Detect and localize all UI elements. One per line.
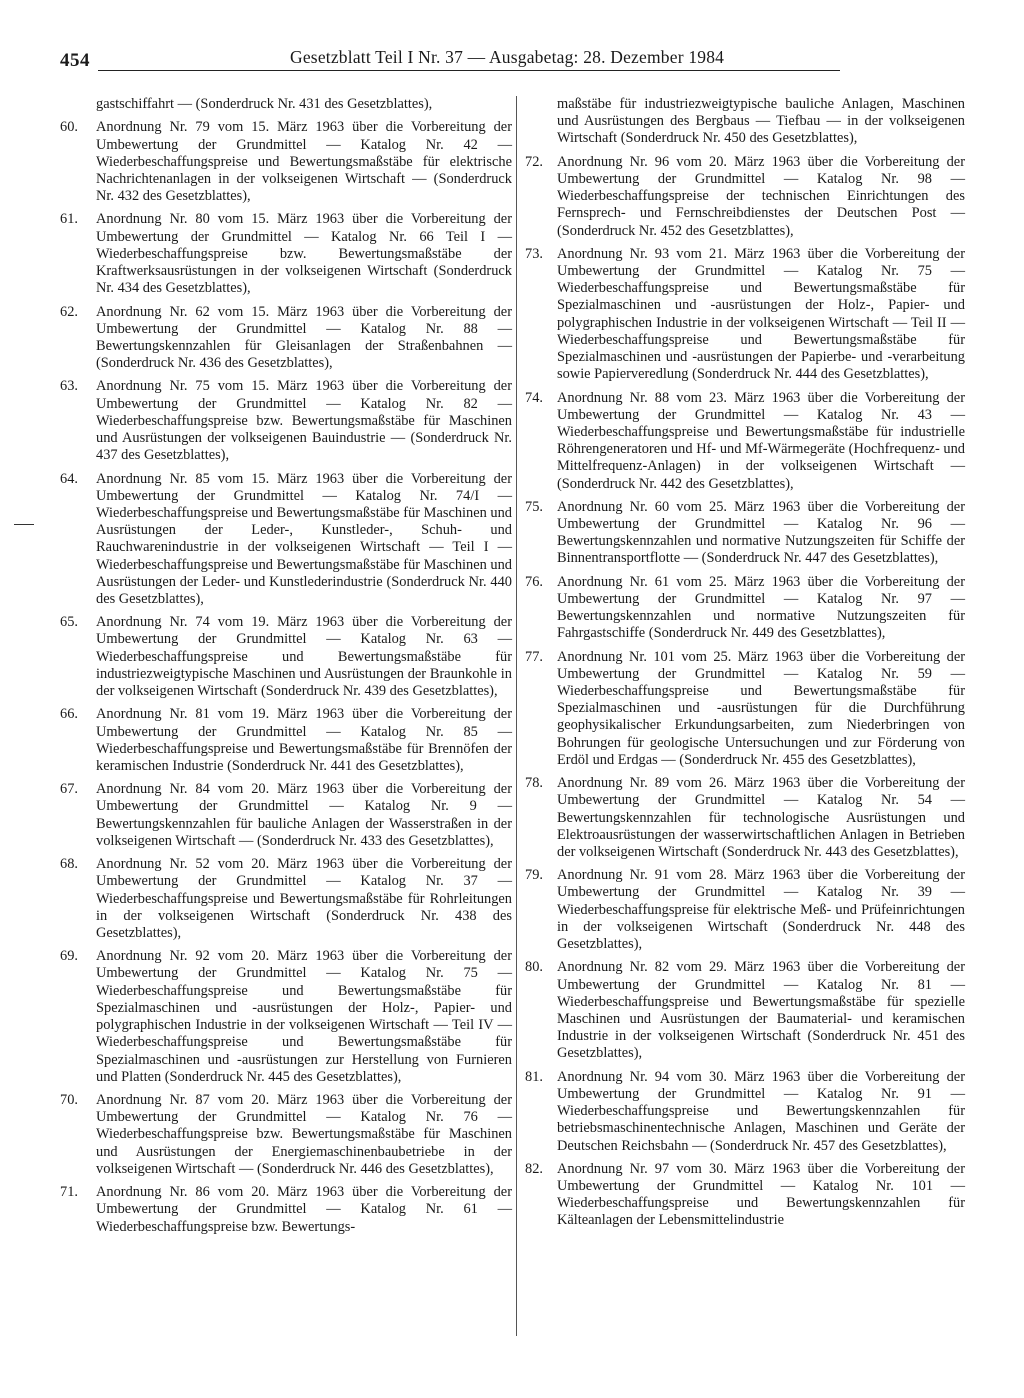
entry-number: 68.: [60, 856, 78, 873]
list-item: [60, 948, 512, 1086]
entry-text: Anordnung Nr. 97 vom 30. März 1963 über die Vorbereitung der Umbewertung der Grundmittel — Katalog Nr. 101 — Wiederbeschaffungspreise und Bewertungskennzahlen für Kälteanlagen der Lebensmittelindustrie: [557, 1160, 965, 1229]
entry-text: Anordnung Nr. 61 vom 25. März 1963 über die Vorbereitung der Umbewertung der Grundmittel — Katalog Nr. 97 — Bewertungskennzahlen und normative Nutzungszeiten für Fahrgastschiffe (Sonderdruck Nr. 449 des Gesetzblattes),: [557, 573, 965, 642]
entry-text: Anordnung Nr. 52 vom 20. März 1963 über die Vorbereitung der Umbewertung der Grundmittel — Katalog Nr. 37 — Wiederbeschaffungspreise und Bewertungsmaßstäbe für Rohrleitungen in der volkseigenen Wirtschaft (Sonderdruck Nr. 438 des Gesetzblattes),: [96, 856, 512, 941]
list-item: [525, 867, 965, 953]
margin-mark: [14, 524, 34, 525]
entry-text: Anordnung Nr. 88 vom 23. März 1963 über die Vorbereitung der Umbewertung der Grundmittel — Katalog Nr. 43 — Wiederbeschaffungspreise und Bewertungsmaßstäbe für industrielle Röhrengeneratoren und Hf- und Mf-Wärmegeräte (Hochfrequenz- und Mittelfrequenz-Anlagen) in der volkseigenen Wirtschaft — (Sonderdruck Nr. 442 des Gesetzblattes),: [557, 389, 965, 492]
entry-number: 77.: [525, 648, 543, 665]
entry-number: 80.: [525, 959, 543, 976]
entry-text: Anordnung Nr. 94 vom 30. März 1963 über die Vorbereitung der Umbewertung der Grundmittel — Katalog Nr. 91 — Wiederbeschaffungspreise und Bewertungskennzahlen für betriebsmaschinentechnische Anlagen, Maschinen und Geräte der Deutschen Reichsbahn — (Sonderdruck Nr. 457 des Gesetzblattes),: [557, 1068, 965, 1154]
entry-number: 69.: [60, 948, 78, 965]
continuation-text: [60, 96, 512, 113]
entry-number: 74.: [525, 389, 543, 406]
entry-number: 70.: [60, 1092, 78, 1108]
list-item: [60, 378, 512, 464]
header-rule: [98, 70, 840, 71]
page-number: 454: [60, 50, 90, 71]
list-item: [525, 246, 965, 384]
list-item: [525, 1161, 965, 1230]
column-divider: [516, 96, 517, 1336]
entry-number: 72.: [525, 153, 543, 170]
header-title: Gesetzblatt Teil I Nr. 37 — Ausgabetag: 28. Dezember 1984: [290, 47, 725, 67]
entry-number: 67.: [60, 781, 78, 798]
list-item: [60, 119, 512, 205]
left-column: [60, 96, 512, 1242]
list-item: [60, 471, 512, 609]
entry-text: Anordnung Nr. 91 vom 28. März 1963 über die Vorbereitung der Umbewertung der Grundmittel — Katalog Nr. 39 — Wiederbeschaffungspreise für elektrische Meß- und Prüfeinrichtungen in der volkseigenen Wirtschaft (Sonderdruck Nr. 448 des Gesetzblattes),: [557, 867, 965, 953]
entry-text: Anordnung Nr. 60 vom 25. März 1963 über die Vorbereitung der Umbewertung der Grundmittel — Katalog Nr. 96 — Bewertungskennzahlen und normative Nutzungszeiten für Schiffe der Binnentransportflotte — (Sonderdruck Nr. 447 des Gesetzblattes),: [557, 498, 965, 567]
list-item: [525, 574, 965, 643]
list-item: [525, 775, 965, 861]
entry-text: Anordnung Nr. 101 vom 25. März 1963 über die Vorbereitung der Umbewertung der Grundmittel — Katalog Nr. 59 — Wiederbeschaffungspreise und Bewertungsmaßstäbe für Spezialmaschinen und -ausrüstungen für die Durchführung geophysikalischer Erkundungsarbeiten, zum Niederbringen von Bohrungen für geologische Untersuchungen und zur Förderung von Erdöl und Erdgas — (Sonderdruck Nr. 455 des Gesetzblattes),: [557, 648, 965, 768]
entry-text: maßstäbe für industriezweigtypische bauliche Anlagen, Maschinen und Ausrüstungen des Bergbaus — Tiefbau — in der volkseigenen Wirtschaft (Sonderdruck Nr. 450 des Gesetzblattes),: [557, 96, 965, 147]
list-item: [60, 211, 512, 297]
entry-text: Anordnung Nr. 80 vom 15. März 1963 über die Vorbereitung der Umbewertung der Grundmittel — Katalog Nr. 66 Teil I — Wiederbeschaffungspreise bzw. Bewertungsmaßstäbe der Kraftwerksausrüstungen in der volkseigenen Wirtschaft (Sonderdruck Nr. 434 des Gesetzblattes),: [96, 211, 512, 297]
list-item: [60, 1092, 512, 1178]
entry-number: 71.: [60, 1184, 78, 1201]
list-item: [60, 781, 512, 850]
entry-number: 62.: [60, 303, 78, 320]
entry-number: 75.: [525, 498, 543, 515]
list-item: [525, 649, 965, 769]
list-item: [60, 614, 512, 700]
entry-text: Anordnung Nr. 75 vom 15. März 1963 über die Vorbereitung der Umbewertung der Grundmittel — Katalog Nr. 82 — Wiederbeschaffungspreise bzw. Bewertungsmaßstäbe für Maschinen und Ausrüstungen der volkseigenen Bauindustrie — (Sonderdruck Nr. 437 des Gesetzblattes),: [96, 378, 512, 464]
entry-number: 63.: [60, 378, 78, 395]
right-column: [525, 96, 965, 1236]
entry-text: Anordnung Nr. 84 vom 20. März 1963 über die Vorbereitung der Umbewertung der Grundmittel — Katalog Nr. 9 — Bewertungskennzahlen für bauliche Anlagen der Wasserstraßen in der volkseigenen Wirtschaft — (Sonderdruck Nr. 433 des Gesetzblattes),: [96, 781, 512, 849]
entry-number: 61.: [60, 211, 78, 228]
list-item: [525, 959, 965, 1062]
entry-number: 64.: [60, 470, 78, 487]
entry-number: 66.: [60, 706, 78, 723]
entry-text: Anordnung Nr. 85 vom 15. März 1963 über die Vorbereitung der Umbewertung der Grundmittel — Katalog Nr. 74/I — Wiederbeschaffungspreise und Bewertungsmaßstäbe für Maschinen und Ausrüstungen der Leder-, Kunstleder-, Schuh- und Rauchwarenindustrie in der volkseigenen Wirtschaft — Teil I — Wiederbeschaffungspreise und Bewertungsmaßstäbe für Maschinen und Ausrüstungen der Leder- und Kunstlederindustrie (Sonderdruck Nr. 440 des Gesetzblattes),: [96, 470, 512, 607]
list-item: [60, 1184, 512, 1236]
entry-text: Anordnung Nr. 62 vom 15. März 1963 über die Vorbereitung der Umbewertung der Grundmittel — Katalog Nr. 88 — Bewertungskennzahlen für Gleisanlagen der Straßenbahnen — (Sonderdruck Nr. 436 des Gesetzblattes),: [96, 303, 512, 372]
entry-number: 78.: [525, 775, 543, 792]
entry-number: 73.: [525, 245, 543, 262]
entry-text: gastschiffahrt — (Sonderdruck Nr. 431 des Gesetzblattes),: [96, 96, 433, 112]
entry-text: Anordnung Nr. 89 vom 26. März 1963 über die Vorbereitung der Umbewertung der Grundmittel — Katalog Nr. 54 — Bewertungskennzahlen für technologische Ausrüstungen und Elektroausrüstungen der wasserwirtschaftlichen Anlagen in Betrieben der volkseigenen Wirtschaft (Sonderdruck Nr. 443 des Gesetzblattes),: [557, 775, 965, 860]
entry-number: 81.: [525, 1068, 543, 1085]
list-item: [60, 706, 512, 775]
list-item: [525, 154, 965, 240]
entry-text: Anordnung Nr. 74 vom 19. März 1963 über die Vorbereitung der Umbewertung der Grundmittel — Katalog Nr. 63 — Wiederbeschaffungspreise und Bewertungsmaßstäbe für industriezweigtypische Maschinen und Ausrüstungen der Braunkohle in der volkseigenen Wirtschaft (Sonderdruck Nr. 439 des Gesetzblattes),: [96, 614, 512, 700]
entry-number: 65.: [60, 614, 78, 631]
list-item: [60, 304, 512, 373]
page-header: [60, 44, 970, 72]
entry-number: 60.: [60, 119, 78, 136]
entry-text: Anordnung Nr. 92 vom 20. März 1963 über die Vorbereitung der Umbewertung der Grundmittel — Katalog Nr. 75 — Wiederbeschaffungspreise und Bewertungsmaßstäbe für Spezialmaschinen und -ausrüstungen der Holz-, Papier- und polygraphischen Industrie in der volkseigenen Wirtschaft — Teil IV — Wiederbeschaffungspreise und Bewertungsmaßstäbe für Spezialmaschinen und -ausrüstungen zur Herstellung von Furnieren und Platten (Sonderdruck Nr. 445 des Gesetzblattes),: [96, 948, 512, 1085]
entry-text: Anordnung Nr. 96 vom 20. März 1963 über die Vorbereitung der Umbewertung der Grundmittel — Katalog Nr. 98 — Wiederbeschaffungspreise der technischen Einrichtungen des Fernsprech- und Fernschreibdienstes der Deutschen Post — (Sonderdruck Nr. 452 des Gesetzblattes),: [557, 153, 965, 239]
entry-text: Anordnung Nr. 79 vom 15. März 1963 über die Vorbereitung der Umbewertung der Grundmittel — Katalog Nr. 42 — Wiederbeschaffungspreise und Bewertungsmaßstäbe für elektrische Nachrichtenanlagen in der volkseigenen Wirtschaft — (Sonderdruck Nr. 432 des Gesetzblattes),: [96, 119, 512, 205]
continuation-text: [525, 96, 965, 148]
list-item: [525, 1069, 965, 1155]
list-item: [525, 390, 965, 493]
entry-text: Anordnung Nr. 93 vom 21. März 1963 über die Vorbereitung der Umbewertung der Grundmittel — Katalog Nr. 75 — Wiederbeschaffungspreise und Bewertungsmaßstäbe für Spezialmaschinen und -ausrüstungen der Holz-, Papier- und polygraphischen Industrie in der volkseigenen Wirtschaft — Teil II — Wiederbeschaffungspreise und Bewertungsmaßstäbe für Spezialmaschinen und -ausrüstungen der Papierbe- und -verarbeitung sowie Papierveredlung (Sonderdruck Nr. 444 des Gesetzblattes),: [557, 245, 965, 383]
entry-number: 79.: [525, 867, 543, 884]
entry-text: Anordnung Nr. 87 vom 20. März 1963 über die Vorbereitung der Umbewertung der Grundmittel — Katalog Nr. 76 — Wiederbeschaffungspreise bzw. Bewertungsmaßstäbe für Maschinen und Ausrüstungen der Energiemaschinenbaubetriebe in der volkseigenen Wirtschaft — (Sonderdruck Nr. 446 des Gesetzblattes),: [96, 1092, 512, 1177]
list-item: [525, 499, 965, 568]
entry-number: 82.: [525, 1160, 543, 1177]
entry-text: Anordnung Nr. 81 vom 19. März 1963 über die Vorbereitung der Umbewertung der Grundmittel — Katalog Nr. 85 — Wiederbeschaffungspreise und Bewertungsmaßstäbe für Brennöfen der keramischen Industrie (Sonderdruck Nr. 441 des Gesetzblattes),: [96, 706, 512, 774]
entry-text: Anordnung Nr. 82 vom 29. März 1963 über die Vorbereitung der Umbewertung der Grundmittel — Katalog Nr. 81 — Wiederbeschaffungspreise und Bewertungsmaßstäbe für spezielle Maschinen und Ausrüstungen der Baumaterial- und keramischen Industrie in der volkseigenen Wirtschaft (Sonderdruck Nr. 451 des Gesetzblattes),: [557, 959, 965, 1062]
list-item: [60, 856, 512, 942]
entry-number: 76.: [525, 573, 543, 590]
entry-text: Anordnung Nr. 86 vom 20. März 1963 über die Vorbereitung der Umbewertung der Grundmittel — Katalog Nr. 61 — Wiederbeschaffungspreise bzw. Bewertungs-: [96, 1184, 512, 1235]
